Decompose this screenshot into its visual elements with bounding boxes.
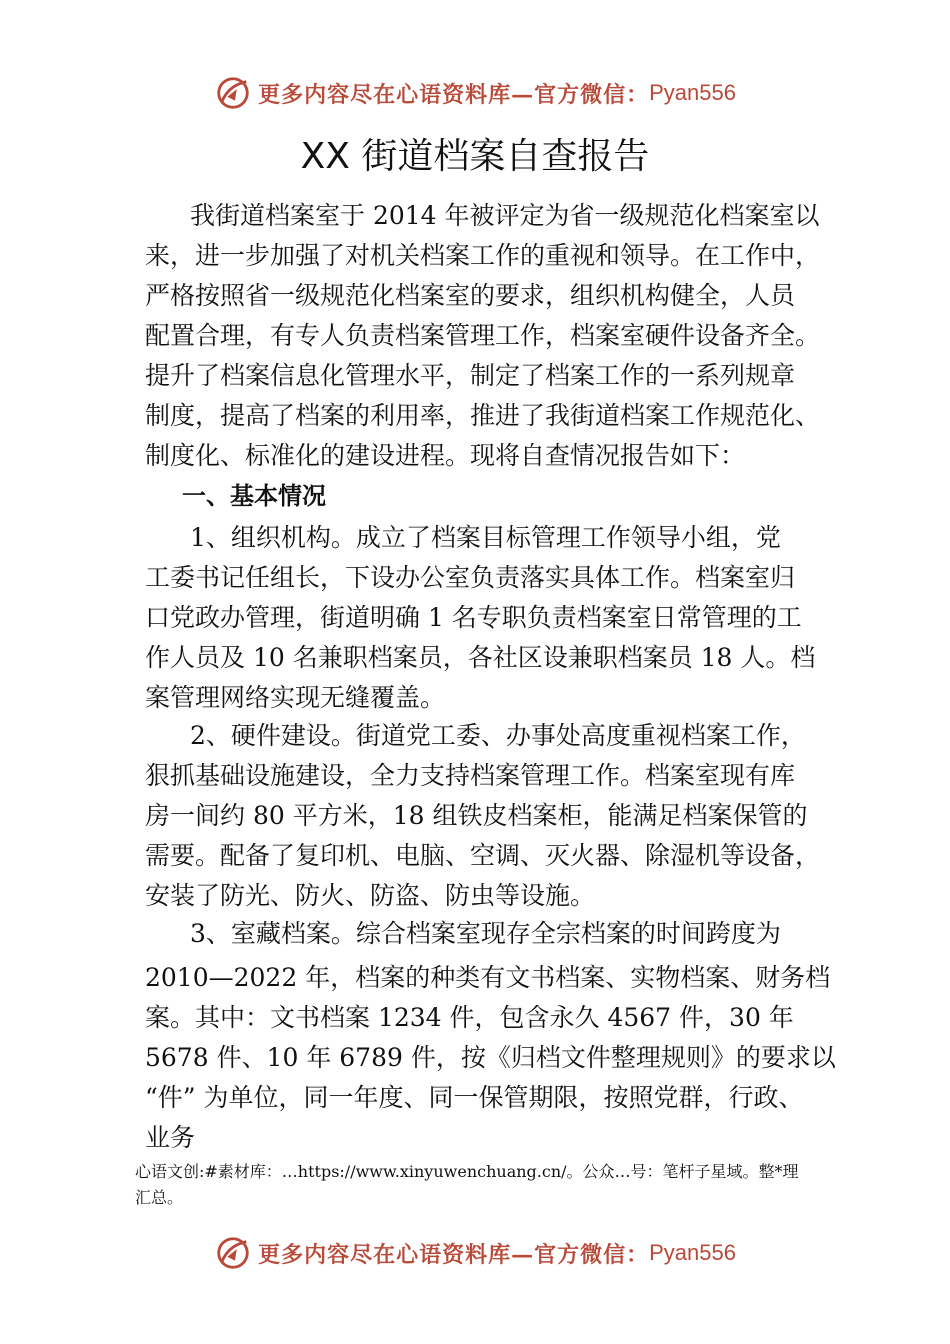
text-line: 提升了档案信息化管理水平，制定了档案工作的一系列规章 <box>145 361 796 390</box>
document-title: XX 街道档案自查报告 <box>300 136 650 177</box>
section-heading-basic: 一、基本情况 <box>182 482 326 510</box>
header-banner <box>0 68 950 118</box>
text-line: 2010—2022 年，档案的种类有文书档案、实物档案、财务档 <box>145 963 831 992</box>
text-line: 制度化、标准化的建设进程。现将自查情况报告如下： <box>145 441 746 470</box>
text-line: 安装了防光、防火、防盗、防虫等设施。 <box>145 881 596 910</box>
text-line: 来，进一步加强了对机关档案工作的重视和领导。在工作中， <box>145 241 821 270</box>
text-line: 1、组织机构。成立了档案目标管理工作领导小组，党 <box>190 523 781 552</box>
banner-wechat-id: Pyan556 <box>649 80 736 105</box>
brand-logo-icon <box>214 1234 252 1272</box>
text-line: 口党政办管理，街道明确 1 名专职负责档案室日常管理的工 <box>145 603 802 632</box>
text-line: 我街道档案室于 2014 年被评定为省一级规范化档案室以 <box>190 201 820 230</box>
text-line: 狠抓基础设施建设，全力支持档案管理工作。档案室现有库 <box>145 761 796 790</box>
text-line: 5678 件、10 年 6789 件，按《归档文件整理规则》的要求以 <box>145 1043 836 1072</box>
source-note-line: 心语文创:#素材库：…https://www.xinyuwenchuang.cn/。公众…号：笔杆子星域。整*理 <box>135 1162 799 1181</box>
text-line: 配置合理，有专人负责档案管理工作，档案室硬件设备齐全。 <box>145 321 821 350</box>
text-line: 需要。配备了复印机、电脑、空调、灭火器、除湿机等设备， <box>145 841 821 870</box>
text-line: 工委书记任组长，下设办公室负责落实具体工作。档案室归 <box>145 563 796 592</box>
text-line: 2、硬件建设。街道党工委、办事处高度重视档案工作， <box>190 721 806 750</box>
text-line: 严格按照省一级规范化档案室的要求，组织机构健全，人员 <box>145 281 796 310</box>
text-line: 3、室藏档案。综合档案室现存全宗档案的时间跨度为 <box>190 919 781 948</box>
banner-text: 更多内容尽在心语资料库—官方微信： <box>258 1241 650 1268</box>
text-line: 案管理网络实现无缝覆盖。 <box>145 683 446 712</box>
text-line: “件” 为单位，同一年度、同一保管期限，按照党群，行政、 <box>145 1083 804 1112</box>
text-line: 案。其中：文书档案 1234 件，包含永久 4567 件，30 年 <box>145 1003 794 1032</box>
text-line: 房一间约 80 平方米，18 组铁皮档案柜，能满足档案保管的 <box>145 801 808 830</box>
banner-text: 更多内容尽在心语资料库—官方微信： <box>258 81 650 108</box>
brand-logo-icon <box>214 74 252 112</box>
source-note-line: 汇总。 <box>135 1188 184 1207</box>
text-line: 制度，提高了档案的利用率，推进了我街道档案工作规范化、 <box>145 401 821 430</box>
text-line: 业务 <box>145 1123 196 1152</box>
text-line: 作人员及 10 名兼职档案员，各社区设兼职档案员 18 人。档 <box>145 643 816 672</box>
banner-wechat-id: Pyan556 <box>649 1240 736 1265</box>
footer-banner <box>0 1228 950 1278</box>
